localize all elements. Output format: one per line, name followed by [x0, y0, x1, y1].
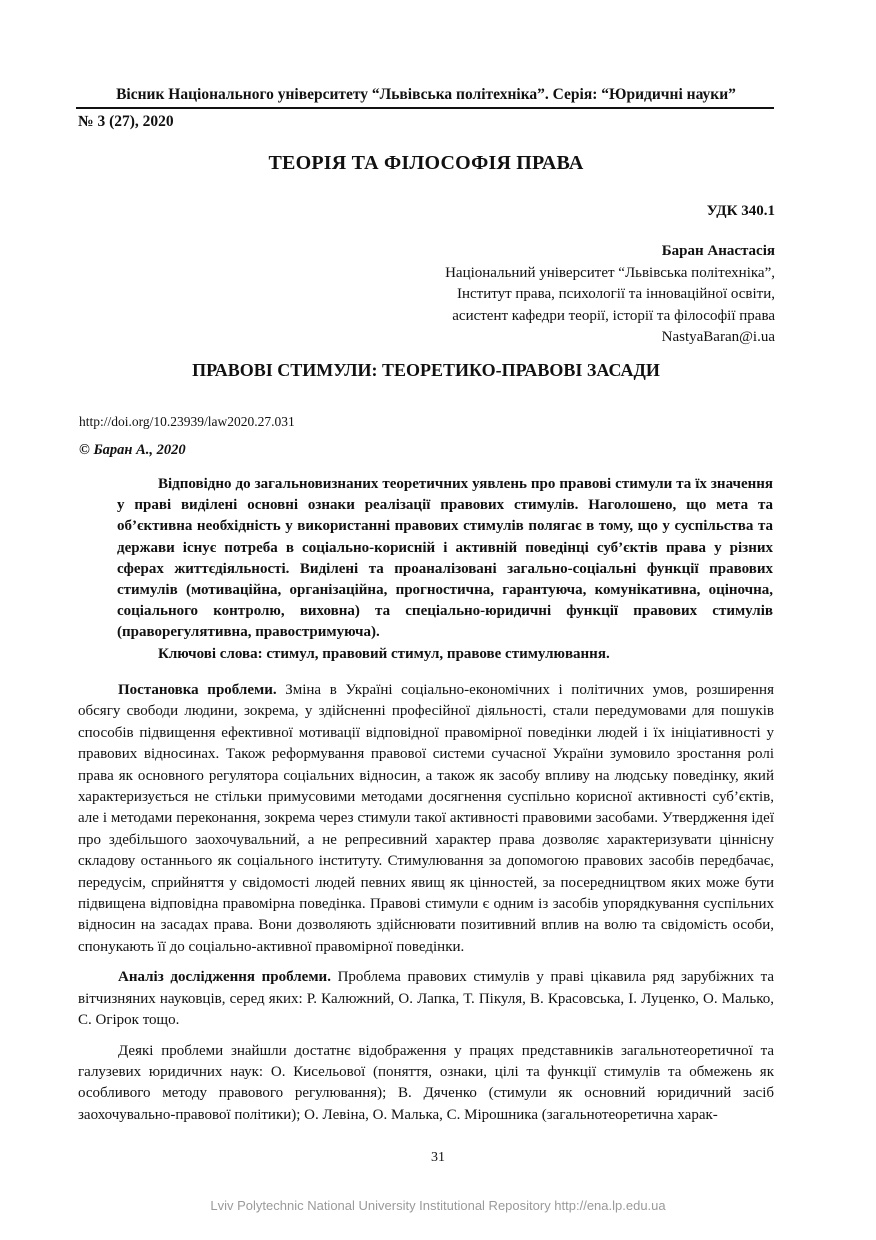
paragraph-problem-statement	[78, 680, 774, 958]
author-email[interactable]: NastyaBaran@i.ua	[661, 329, 775, 345]
paragraph-text: Деякі проблеми знайшли достатнє відображення у працях представників загальнотеоретичної та галузевих юридичних наук: О. Кисельової (поняття, ознаки, цілі та функції стимулів та обмежень як особливого методу правового регулювання); В. Дяченко (стимули як основний юридичний засіб заохочувально-правової політики); О. Левіна, О. Малька, С. Мірошника (загальнотеоретична харак-	[78, 1042, 774, 1123]
repository-footer: Lviv Polytechnic National University Institutional Repository http://ena.lp.edu.ua	[210, 1198, 666, 1213]
issue-number: № 3 (27), 2020	[78, 113, 174, 130]
paragraph-text: Проблема правових стимулів у праві цікавила ряд зарубіжних та вітчизняних науковців, серед яких: Р. Калюжний, О. Лапка, Т. Пікуля, В. Красовська, І. Луценко, О. Малько, С. Огірок тощо.	[78, 969, 774, 1029]
udk-code: УДК 340.1	[706, 203, 775, 219]
author-block	[445, 241, 775, 349]
paragraph-research-analysis	[78, 967, 774, 1031]
article-title: ПРАВОВІ СТИМУЛИ: ТЕОРЕТИКО-ПРАВОВІ ЗАСАДИ	[192, 360, 660, 380]
paragraph-text: Зміна в Україні соціально-економічних і політичних умов, розширення обсягу свободи людини, зокрема, у здійсненні професійної діяльності, стали передумовами для пошуків способів підвищення ефективної мотивації відповідної правомірної поведінки людей і їх ініціативності у правових відносинах. Також реформування правової системи сучасної України зумовило зростання ролі права як основного регулятора соціальних відносин, а також як засобу впливу на людську поведінку, який характеризується не стільки примусовими методами досягнення суспільно корисної активності суб’єктів, але і методами переконання, зокрема через стимули такої активності правовими засобами. Утвердження ідеї про здебільшого заохочувальний, а не репресивний характер права дозволяє характеризувати ціннісну складову останнього як соціального інституту. Стимулювання за допомогою правових засобів передбачає, передусім, сприйняття у свідомості людей певних явищ як цінностей, за посередництвом яких може бути підвищена відповідна правомірна поведінка. Правові стимули є одним із засобів упорядкування суспільних відносин на засадах права. Вони дозволяють здійснювати позитивний вплив на волю та свідомість особи, спонукають її до соціально-активної правомірної поведінки.	[78, 682, 774, 955]
doi-link[interactable]: http://doi.org/10.23939/law2020.27.031	[79, 414, 295, 429]
affiliation-line: Інститут права, психології та інноваційної освіти,	[456, 286, 775, 302]
section-title: ТЕОРІЯ ТА ФІЛОСОФІЯ ПРАВА	[268, 152, 584, 174]
author-name: Баран Анастасія	[661, 243, 775, 259]
page-number: 31	[431, 1150, 445, 1165]
paragraph-heading: Постановка проблеми.	[118, 682, 277, 698]
journal-header: Вісник Національного університету “Львівська політехніка”. Серія: “Юридичні науки”	[116, 86, 736, 103]
abstract-text: Відповідно до загальновизнаних теоретичних уявлень про правові стимули та їх значення у праві виділені основні ознаки реалізації правових стимулів. Наголошено, що мета та об’єктивна необхідність у використанні правових стимулів полягає в тому, що у суспільства та держави існує потреба в соціально-корисній і активній поведінці суб’єктів права у різних сферах життєдіяльності. Виділені та проаналізовані загально-соціальні функції правових стимулів (мотиваційна, організаційна, прогностична, гарантуюча, комунікативна, оціночна, соціального контролю, виховна) та спеціально-юридичні функції правових стимулів (праворегулятивна, правостримуюча).	[117, 476, 773, 641]
copyright: © Баран А., 2020	[79, 442, 186, 458]
header-divider	[76, 107, 774, 109]
paragraph-heading: Аналіз дослідження проблеми.	[118, 969, 331, 986]
affiliation-line: асистент кафедри теорії, історії та філософії права	[452, 307, 775, 324]
article-body	[78, 680, 774, 1126]
affiliation-line: Національний університет “Львівська політехніка”,	[445, 264, 775, 281]
abstract	[117, 474, 773, 665]
keywords: Ключові слова: стимул, правовий стимул, правове стимулювання.	[158, 645, 610, 662]
